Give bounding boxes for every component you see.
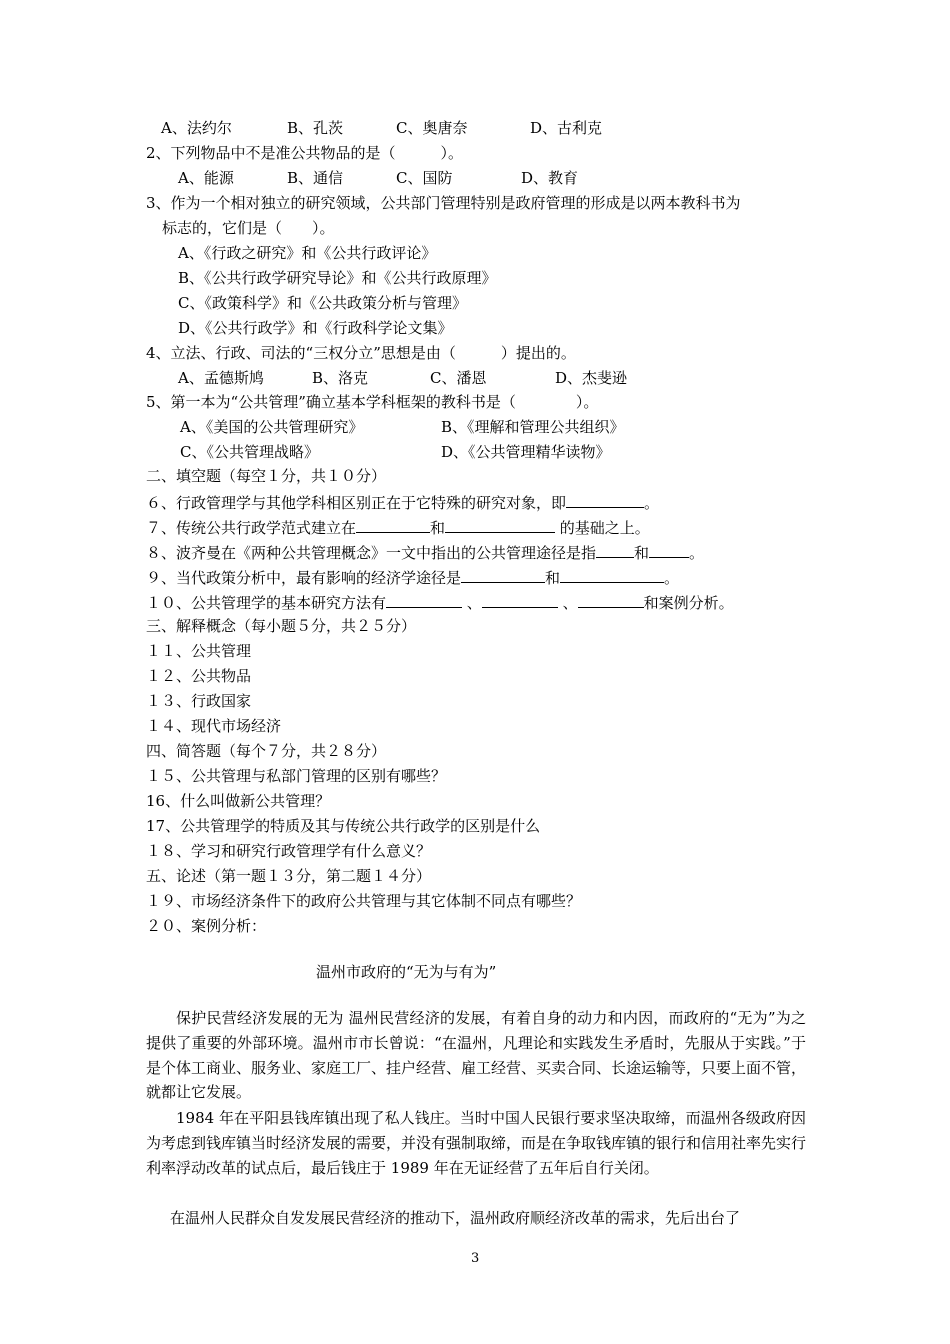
q17: 17、公共管理学的特质及其与传统公共行政学的区别是什么 (146, 817, 541, 835)
q2-option-a: A、能源 (178, 169, 234, 187)
q10-blank-3[interactable] (578, 591, 644, 608)
section4-heading: 四、简答题（每个７分，共２８分） (146, 742, 387, 760)
section5-heading: 五、论述（第一题１３分，第二题１４分） (146, 867, 432, 885)
q5-option-d: D、《公共管理精华读物》 (441, 443, 611, 461)
case-paragraph-3: 在温州人民群众自发发展民营经济的推动下，温州政府顺经济改革的需求，先后出台了 (170, 1209, 741, 1227)
q3-stem-line2: 标志的，它们是（ ）。 (162, 219, 335, 237)
q10-sep-1: 、 (462, 594, 482, 612)
page-number: 3 (471, 1251, 480, 1266)
section2-heading: 二、填空题（每空１分，共１０分） (146, 467, 387, 485)
q1-option-a: A、法约尔 (161, 119, 232, 137)
q7-blank-2[interactable] (445, 516, 555, 533)
q18: １８、学习和研究行政管理学有什么意义？ (146, 842, 432, 860)
q10-end: 和案例分析。 (643, 594, 734, 612)
q10-text: １０、公共管理学的基本研究方法有 (146, 594, 387, 612)
q16: 16、什么叫做新公共管理？ (146, 792, 331, 810)
q12: １２、公共物品 (146, 667, 252, 685)
q9-line (146, 566, 679, 588)
q4-option-a: A、孟德斯鸠 (178, 369, 264, 387)
q6-line (146, 491, 659, 513)
q13: １３、行政国家 (146, 692, 252, 710)
q4-option-b: B、洛克 (312, 369, 369, 387)
q7-blank-1[interactable] (356, 516, 430, 533)
q3-stem-line1: 3、作为一个相对独立的研究领域，公共部门管理特别是政府管理的形成是以两本教科书为 (146, 194, 741, 212)
q11: １１、公共管理 (146, 642, 252, 660)
q1-option-d: D、古利克 (530, 119, 603, 137)
q10-blank-1[interactable] (386, 591, 462, 608)
q1-option-c: C、奥唐奈 (396, 119, 468, 137)
q2-option-b: B、通信 (287, 169, 344, 187)
q8-end: 。 (689, 544, 705, 562)
q5-option-a: A、《美国的公共管理研究》 (180, 418, 364, 436)
q10-line (146, 591, 734, 613)
q3-option-a: A、《行政之研究》和《公共行政评论》 (178, 244, 437, 262)
case-paragraph-2: 1984 年在平阳县钱库镇出现了私人钱庄。当时中国人民银行要求坚决取缔，而温州各级政府因为考虑到钱库镇当时经济发展的需要，并没有强制取缔，而是在争取钱库镇的银行和信用社率先实行利率浮动改革的试点后，最后钱庄于 1989 年在无证经营了五年后自行关闭。 (146, 1109, 807, 1177)
q9-blank-1[interactable] (461, 566, 545, 583)
section3-heading: 三、解释概念（每小题５分，共２５分） (146, 617, 417, 635)
q5-stem: 5、第一本为“公共管理”确立基本学科框架的教科书是（ ）。 (146, 393, 599, 411)
q4-option-c: C、潘恩 (430, 369, 487, 387)
case-title: 温州市政府的“无为与有为” (316, 963, 497, 981)
q8-line (146, 541, 704, 563)
q9-text: ９、当代政策分析中，最有影响的经济学途径是 (146, 569, 462, 587)
q6-text: ６、行政管理学与其他学科相区别正在于它特殊的研究对象，即 (146, 494, 567, 512)
q2-option-c: C、国防 (396, 169, 453, 187)
q6-blank[interactable] (566, 491, 644, 508)
q5-option-c: C、《公共管理战略》 (180, 443, 319, 461)
q14: １４、现代市场经济 (146, 717, 282, 735)
q10-sep-2: 、 (557, 594, 578, 612)
q8-blank-2[interactable] (649, 541, 689, 558)
q9-and: 和 (545, 569, 561, 587)
q3-option-d: D、《公共行政学》和《行政科学论文集》 (178, 319, 453, 337)
q7-line (146, 516, 650, 538)
q7-and: 和 (430, 519, 446, 537)
q4-option-d: D、杰斐逊 (555, 369, 628, 387)
q6-end: 。 (644, 494, 660, 512)
q4-stem: 4、立法、行政、司法的“三权分立”思想是由（ ）提出的。 (146, 344, 576, 362)
case-paragraph-1: 保护民营经济发展的无为 温州民营经济的发展，有着自身的动力和内因，而政府的“无为”为之提供了重要的外部环境。温州市市长曾说：“在温州，凡理论和实践发生矛盾时，先服从于实践。”于是个体工商业、服务业、家庭工厂、挂户经营、雇工经营、买卖合同、长途运输等，只要上面不管，就都让它发展。 (146, 1009, 807, 1102)
q1-option-b: B、孔茨 (287, 119, 344, 137)
q8-blank-1[interactable] (596, 541, 634, 558)
q7-text: ７、传统公共行政学范式建立在 (146, 519, 357, 537)
q3-option-b: B、《公共行政学研究导论》和《公共行政原理》 (178, 269, 497, 287)
q19: １９、市场经济条件下的政府公共管理与其它体制不同点有哪些？ (146, 892, 582, 910)
q15: １５、公共管理与私部门管理的区别有哪些？ (146, 767, 447, 785)
q3-option-c: C、《政策科学》和《公共政策分析与管理》 (178, 294, 467, 312)
q2-stem: 2、下列物品中不是准公共物品的是（ ）。 (146, 144, 464, 162)
q9-end: 。 (664, 569, 680, 587)
q7-end: 的基础之上。 (555, 519, 650, 537)
q5-option-b: B、《理解和管理公共组织》 (441, 418, 625, 436)
q8-and: 和 (634, 544, 650, 562)
q9-blank-2[interactable] (560, 566, 664, 583)
q2-option-d: D、教育 (521, 169, 579, 187)
q8-text: ８、波齐曼在《两种公共管理概念》一文中指出的公共管理途径是指 (146, 544, 597, 562)
q10-blank-2[interactable] (482, 591, 558, 608)
q20: ２０、案例分析： (146, 917, 267, 935)
